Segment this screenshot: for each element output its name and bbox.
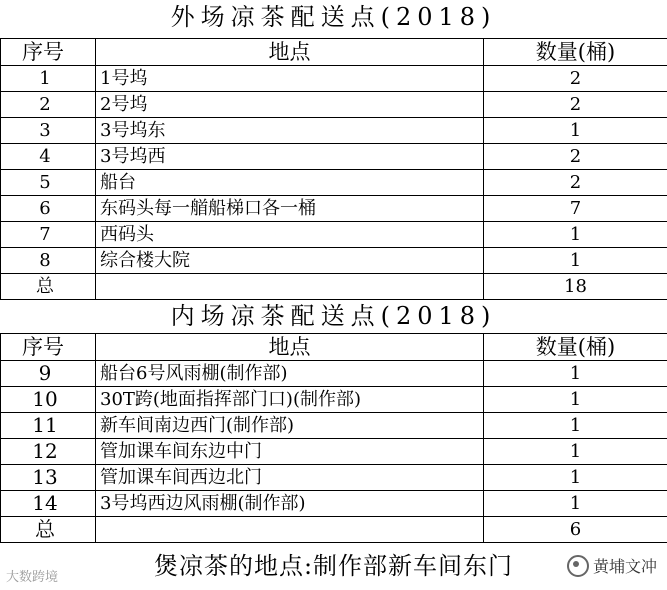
row-place: 船台 xyxy=(96,170,484,196)
row-quantity: 1 xyxy=(484,439,667,465)
row-quantity: 1 xyxy=(484,118,667,144)
total-empty-cell xyxy=(96,517,484,543)
row-number: 9 xyxy=(1,361,96,387)
table-row xyxy=(1,92,667,118)
header-place: 地点 xyxy=(96,334,484,361)
footer-note: 煲凉茶的地点:制作部新车间东门 xyxy=(153,552,514,580)
table-row xyxy=(1,387,667,413)
row-number: 6 xyxy=(1,196,96,222)
row-place: 西码头 xyxy=(96,222,484,248)
indoor-table xyxy=(0,333,667,543)
row-quantity: 2 xyxy=(484,66,667,92)
row-number: 14 xyxy=(1,491,96,517)
total-row xyxy=(1,517,667,543)
row-number: 1 xyxy=(1,66,96,92)
row-place: 3号坞西 xyxy=(96,144,484,170)
table-row xyxy=(1,491,667,517)
row-number: 11 xyxy=(1,413,96,439)
row-quantity: 1 xyxy=(484,465,667,491)
row-place: 管加课车间西边北门 xyxy=(96,465,484,491)
row-place: 30T跨(地面指挥部门口)(制作部) xyxy=(96,387,484,413)
row-quantity: 1 xyxy=(484,491,667,517)
watermark-right-label: 黄埔文冲 xyxy=(592,557,657,576)
row-number: 3 xyxy=(1,118,96,144)
row-place: 船台6号风雨棚(制作部) xyxy=(96,361,484,387)
row-place: 管加课车间东边中门 xyxy=(96,439,484,465)
table-row xyxy=(1,144,667,170)
row-place: 3号坞东 xyxy=(96,118,484,144)
row-quantity: 2 xyxy=(484,170,667,196)
outdoor-table xyxy=(0,38,667,300)
header-qty: 数量(桶) xyxy=(484,39,667,66)
row-place: 综合楼大院 xyxy=(96,248,484,274)
row-quantity: 1 xyxy=(484,248,667,274)
table-row xyxy=(1,361,667,387)
row-place: 3号坞西边风雨棚(制作部) xyxy=(96,491,484,517)
row-quantity: 1 xyxy=(484,361,667,387)
wechat-channel-icon xyxy=(567,555,589,577)
header-no: 序号 xyxy=(1,39,96,66)
header-place: 地点 xyxy=(96,39,484,66)
outdoor-title: 外场凉茶配送点(2018) xyxy=(170,3,497,31)
indoor-title: 内场凉茶配送点(2018) xyxy=(170,302,497,330)
watermark-left: 大数跨境 xyxy=(6,570,59,585)
table-row xyxy=(1,465,667,491)
row-place: 1号坞 xyxy=(96,66,484,92)
row-number: 10 xyxy=(1,387,96,413)
row-quantity: 7 xyxy=(484,196,667,222)
row-number: 12 xyxy=(1,439,96,465)
row-number: 7 xyxy=(1,222,96,248)
table-row xyxy=(1,248,667,274)
total-label: 总 xyxy=(1,517,96,543)
row-number: 5 xyxy=(1,170,96,196)
row-number: 4 xyxy=(1,144,96,170)
row-place: 2号坞 xyxy=(96,92,484,118)
row-number: 2 xyxy=(1,92,96,118)
table-row xyxy=(1,118,667,144)
row-quantity: 1 xyxy=(484,413,667,439)
row-number: 8 xyxy=(1,248,96,274)
total-label: 总 xyxy=(1,274,96,300)
table-row xyxy=(1,413,667,439)
table-row xyxy=(1,170,667,196)
total-quantity: 18 xyxy=(484,274,667,300)
table-row xyxy=(1,222,667,248)
row-number: 13 xyxy=(1,465,96,491)
row-place: 东码头每一艏船梯口各一桶 xyxy=(96,196,484,222)
table-header-row xyxy=(1,39,667,66)
table-row xyxy=(1,439,667,465)
row-quantity: 1 xyxy=(484,222,667,248)
table-row xyxy=(1,196,667,222)
total-empty-cell xyxy=(96,274,484,300)
total-quantity: 6 xyxy=(484,517,667,543)
total-row xyxy=(1,274,667,300)
row-quantity: 2 xyxy=(484,144,667,170)
table-header-row xyxy=(1,334,667,361)
header-no: 序号 xyxy=(1,334,96,361)
row-quantity: 2 xyxy=(484,92,667,118)
watermark-right xyxy=(567,554,657,577)
row-quantity: 1 xyxy=(484,387,667,413)
table-row xyxy=(1,66,667,92)
header-qty: 数量(桶) xyxy=(484,334,667,361)
row-place: 新车间南边西门(制作部) xyxy=(96,413,484,439)
